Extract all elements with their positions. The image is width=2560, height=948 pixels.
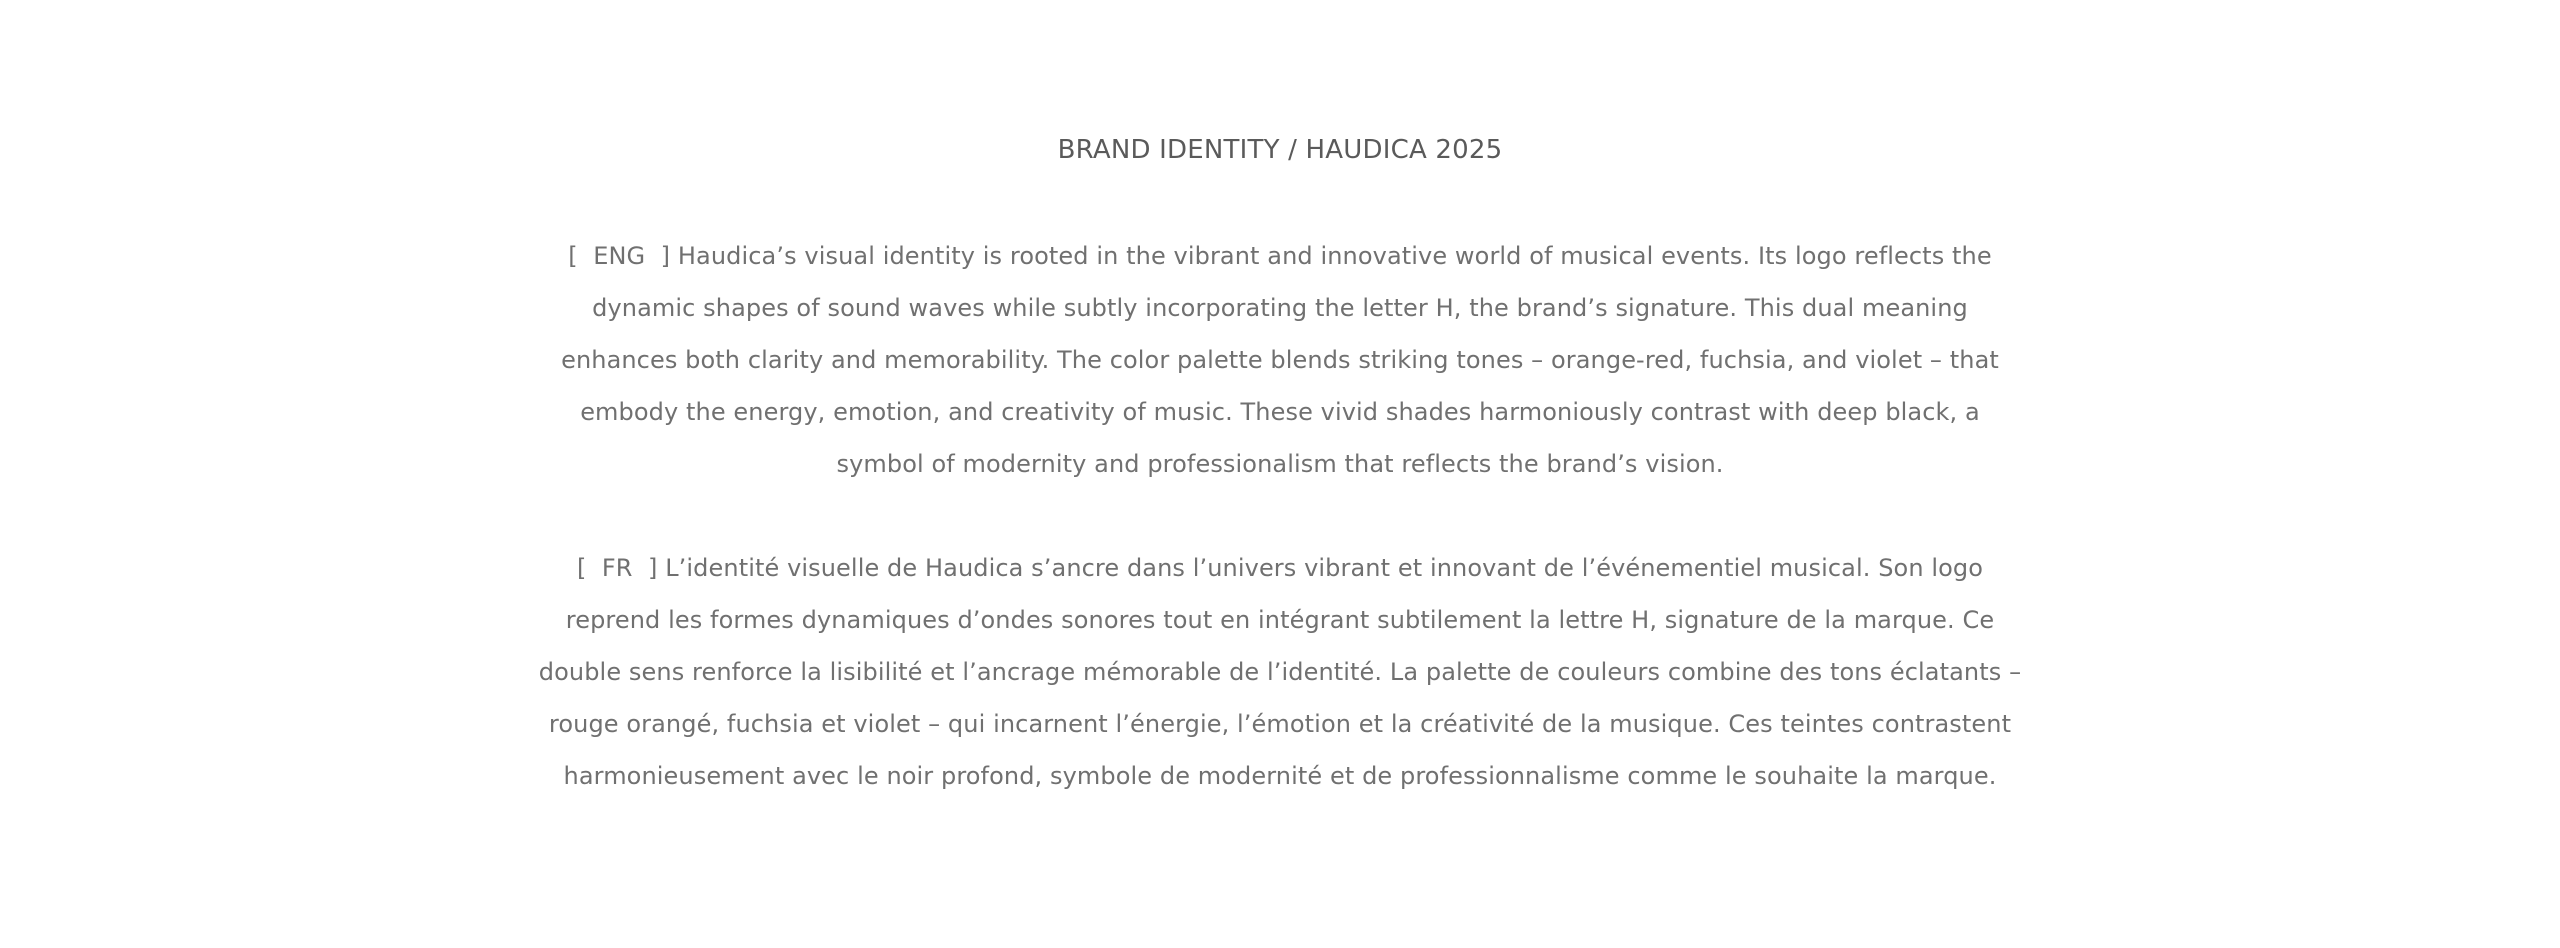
english-description-paragraph xyxy=(535,230,2025,490)
english-description-text: Haudica’s visual identity is rooted in the vibrant and innovative world of musical events. Its logo reflects the dynamic shapes of sound waves while subtly incorporating the letter H, the brand’s signature. This dual meaning enhances both clarity and memorability. The color palette blends striking tones – orange-red, fuchsia, and violet – that embody the energy, emotion, and creativity of music. These vivid shades harmoniously contrast with deep black, a symbol of modernity and professionalism that reflects the brand’s vision. xyxy=(561,242,1999,478)
french-description-text: L’identité visuelle de Haudica s’ancre dans l’univers vibrant et innovant de l’événementiel musical. Son logo reprend les formes dynamiques d’ondes sonores tout en intégrant subtilement la lettre H, signature de la marque. Ce double sens renforce la lisibilité et l’ancrage mémorable de l’identité. La palette de couleurs combine des tons éclatants – rouge orangé, fuchsia et violet – qui incarnent l’énergie, l’émotion et la créativité de la musique. Ces teintes contrastent harmonieusement avec le noir profond, symbole de modernité et de professionnalisme comme le souhaite la marque. xyxy=(538,554,2022,790)
english-language-tag: [ ENG ] xyxy=(568,242,671,270)
french-description-paragraph xyxy=(535,542,2025,802)
french-language-tag: [ FR ] xyxy=(576,554,658,582)
page-title: BRAND IDENTITY / HAUDICA 2025 xyxy=(1057,135,1503,165)
brand-identity-text-block xyxy=(535,128,2025,802)
